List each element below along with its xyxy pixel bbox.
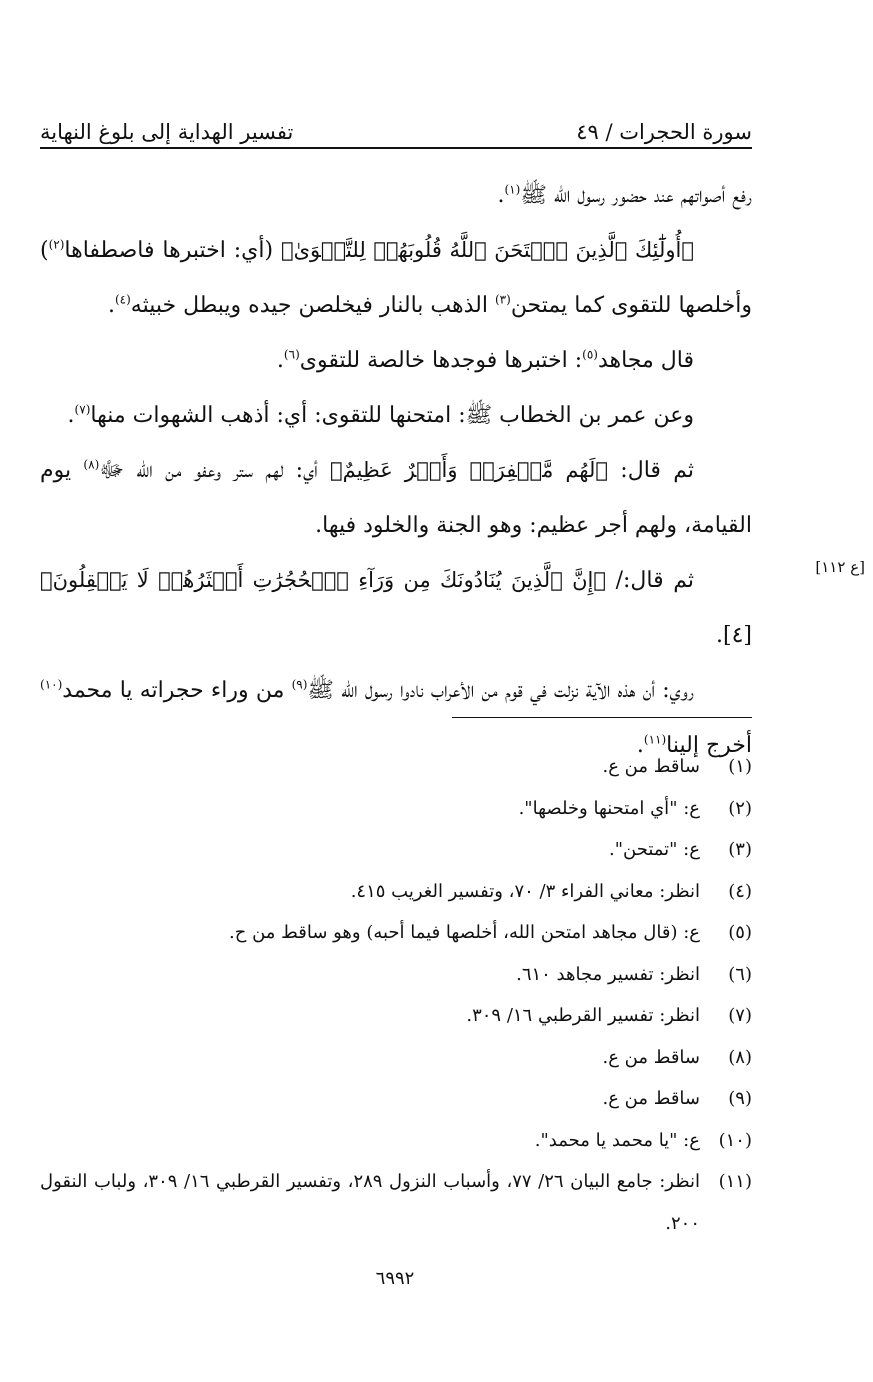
paragraph-4: وعن عمر بن الخطاب ﷺ: امتحنها للتقوى: أي: أذهب الشهوات منها$^{(٧)}$. <box>67 402 694 428</box>
footnote-text: ع: "تمتحن". <box>609 839 700 860</box>
footnotes <box>40 746 752 1244</box>
running-header <box>40 104 752 144</box>
footnote-text: ساقط من ع. <box>602 756 700 777</box>
footnote-item <box>40 912 752 954</box>
footnote-text: انظر: تفسير مجاهد ٦١٠. <box>516 963 700 985</box>
footnote-divider <box>452 717 752 718</box>
footnote-ref[interactable]: (٧) <box>74 402 91 417</box>
footnote-text: ع: "يا محمد يا محمد". <box>534 1129 700 1151</box>
footnote-text: انظر: جامع البيان ٢٦/ ٧٧، وأسباب النزول ٢٨٩، وتفسير القرطبي ١٦/ ٣٠٩، ولباب النقول ٢٠٠. <box>40 1171 700 1234</box>
quran-verse: ﴿إِنَّ ٱلَّذِينَ يُنَادُونَكَ مِن وَرَآءِ ٱلۡحُجُرَٰتِ أَكۡثَرُهُمۡ لَا يَعۡقِلُونَ﴾ <box>40 568 606 592</box>
footnote-item <box>40 995 752 1037</box>
paragraph-7: روي: أن هذه الآية نزلت في قوم من الأعراب نادوا رسول الله ﷺ$^{(٩)}$ من وراء حجراته يا محمد$^{(١٠)}$ أخرج إلينا$^{(١١)}$. <box>40 677 752 758</box>
footnote-ref[interactable]: (٥) <box>582 347 598 362</box>
footnote-text: ساقط من ع. <box>602 1088 700 1109</box>
footnote-item <box>40 788 752 830</box>
footnote-number: (٦) <box>728 963 752 985</box>
footnote-number: (٥) <box>728 922 752 943</box>
footnote-item <box>40 871 752 913</box>
paragraph-1: رفع أصواتهم عند حضور رسول الله ﷺ$^{(١)}$. <box>497 182 752 208</box>
footnote-item <box>40 1161 752 1244</box>
manuscript-folio-note: [ع ١١٢] <box>815 558 865 576</box>
footnote-ref[interactable]: (١٠) <box>40 677 63 692</box>
footnote-text: ع: (قال مجاهد امتحن الله، أخلصها فيما أحبه) وهو ساقط من ح. <box>229 922 700 943</box>
footnote-ref[interactable]: (٦) <box>283 347 300 362</box>
footnote-number: (٢) <box>728 797 752 819</box>
footnote-number: (١٠) <box>718 1129 752 1151</box>
footnote-number: (٣) <box>728 839 752 860</box>
header-divider <box>40 147 752 149</box>
footnote-number: (١) <box>728 756 752 777</box>
footnote-ref[interactable]: (٣) <box>494 292 511 307</box>
paragraph-6: ثم قال:/ ﴿إِنَّ ٱلَّذِينَ يُنَادُونَكَ مِن وَرَآءِ ٱلۡحُجُرَٰتِ أَكۡثَرُهُمۡ لَا يَعۡقِلُونَ﴾ [٤]. <box>40 568 752 648</box>
paragraph-2: ﴿أُولَٰٓئِكَ ٱلَّذِينَ ٱمۡتَحَنَ ٱللَّهُ قُلُوبَهُمۡ لِلتَّقۡوَىٰ﴾ (أي: اختبرها فاصطفاها$^{(٢)}$) وأخلصها للتقوى كما يمتحن$^{(٣)}$ الذهب بالنار فيخلصن جيده ويبطل خبيثه$^{(٤)}$. <box>40 237 752 318</box>
footnote-ref[interactable]: (١) <box>504 182 521 197</box>
quran-verse: ﴿أُولَٰٓئِكَ ٱلَّذِينَ ٱمۡتَحَنَ ٱللَّهُ قُلُوبَهُمۡ لِلتَّقۡوَىٰ﴾ <box>280 238 694 262</box>
footnote-item <box>40 1120 752 1162</box>
footnote-item <box>40 829 752 871</box>
footnote-text: انظر: تفسير القرطبي ١٦/ ٣٠٩. <box>466 1005 700 1026</box>
main-text <box>40 168 752 773</box>
paragraph-3: قال مجاهد$^{(٥)}$: اختبرها فوجدها خالصة للتقوى$^{(٦)}$. <box>276 347 694 373</box>
surah-reference: سورة الحجرات / ٤٩ <box>576 120 752 144</box>
footnote-item <box>40 954 752 996</box>
footnote-ref[interactable]: (٨) <box>83 457 100 472</box>
quran-verse: ﴿لَهُم مَّغۡفِرَةٞ وَأَجۡرٌ عَظِيمٌ﴾ <box>330 458 608 482</box>
footnote-number: (٤) <box>728 880 752 902</box>
footnote-text: ع: "أي امتحنها وخلصها". <box>518 797 700 819</box>
footnote-item <box>40 1037 752 1079</box>
footnote-number: (٨) <box>728 1046 752 1068</box>
footnote-ref[interactable]: (٤) <box>114 292 131 307</box>
footnote-text: ساقط من ع. <box>602 1046 700 1068</box>
footnote-ref[interactable]: (٢) <box>48 237 65 252</box>
book-title: تفسير الهداية إلى بلوغ النهاية <box>40 120 294 144</box>
footnote-text: انظر: معاني الفراء ٣/ ٧٠، وتفسير الغريب ٤١٥. <box>350 880 700 902</box>
page-number: ٦٩٩٢ <box>375 1268 415 1289</box>
footnote-number: (٩) <box>728 1088 752 1109</box>
footnote-ref[interactable]: (٩) <box>291 677 308 692</box>
footnote-number: (١١) <box>718 1171 752 1192</box>
footnote-number: (٧) <box>728 1005 752 1026</box>
footnote-ref[interactable]: (١١) <box>643 732 667 747</box>
footnote-item <box>40 746 752 788</box>
footnote-item <box>40 1078 752 1120</box>
paragraph-5: ثم قال: ﴿لَهُم مَّغۡفِرَةٞ وَأَجۡرٌ عَظِيمٌ﴾ أي: لهم ستر وعفو من الله ﷻ$^{(٨)}$ يوم القيامة، ولهم أجر عظيم: وهو الجنة والخلود فيها. <box>40 457 752 538</box>
